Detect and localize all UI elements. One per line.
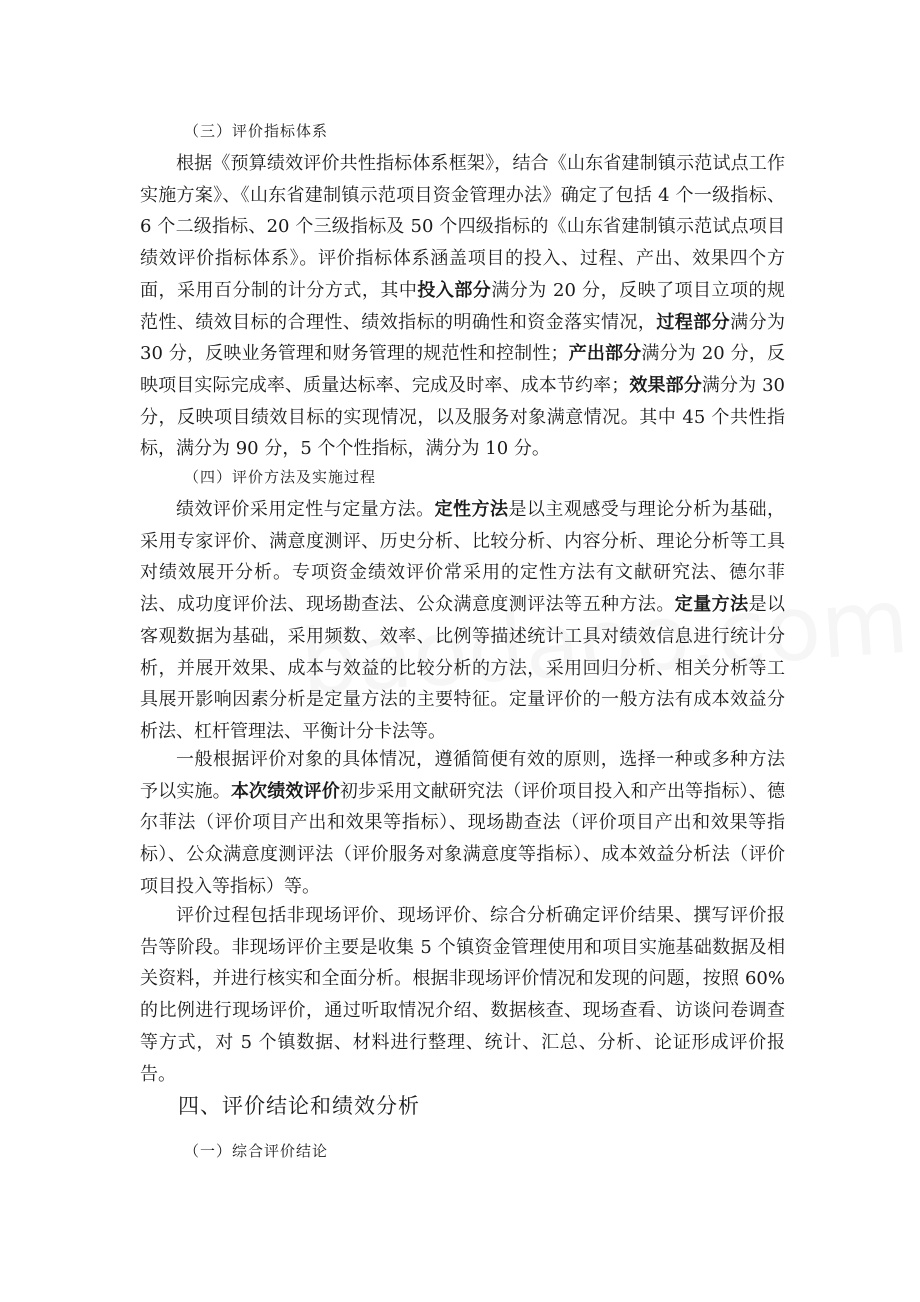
- section-4-paragraph-2: [140, 744, 785, 903]
- bold-term: 投入部分: [417, 279, 492, 301]
- section-4-title: （四）评价方法及实施过程: [184, 468, 377, 486]
- text-run: 绩效评价采用定性与定量方法。: [176, 499, 435, 520]
- bold-term: 定性方法: [434, 499, 509, 520]
- text-run: 满分为 30 分，反映项目绩效目标的实现情况，以及服务对象满意情况。其中 45 个共性指标，满分为 90 分，5 个个性指标，满分为 10 分。: [140, 374, 785, 460]
- text-run: 评价过程包括非现场评价、现场评价、综合分析确定评价结果、撰写评价报告等阶段。非现场评价主要是收集 5 个镇资金管理使用和项目实施基础数据及相关资料，并进行核实和全面分析。根据非现场评价情况和发现的问题，按照 60%的比例进行现场评价，通过听取情况介绍、数据核查、现场查看、访谈问卷调查等方式，对 5 个镇数据、材料进行整理、统计、汇总、分析、论证形成评价报告。: [140, 905, 785, 1085]
- section-4-paragraph-1: [140, 494, 785, 748]
- text-run: 一般根据评价对象的具体情况，遵循简便有效的原则，选择一种或多种方法予以实施。: [140, 749, 785, 802]
- section-3-paragraph: [140, 148, 785, 465]
- text-run: 是以主观感受与理论分析为基础，采用专家评价、满意度测评、历史分析、比较分析、内容分析、理论分析等工具对绩效展开分析。专项资金绩效评价常采用的定性方法有文献研究法、德尔菲法、成功度评价法、现场勘查法、公众满意度测评法等五种方法。: [140, 499, 785, 616]
- text-run: 根据《预算绩效评价共性指标体系框架》，结合《山东省建制镇示范试点工作实施方案》、《山东省建制镇示范项目资金管理办法》确定了包括 4 个一级指标、6 个二级指标、20 个三级指标及 50 个四级指标的《山东省建制镇示范试点项目绩效评价指标体系》。评价指标体系涵盖项目的投入、过程、产出、效果四个方面，采用百分制的计分方式，其中: [140, 153, 785, 301]
- text-run: 满分为 30 分，反映业务管理和财务管理的规范性和控制性；: [140, 311, 786, 365]
- bold-term: 产出部分: [568, 343, 642, 365]
- chapter-4-section-1-title: （一）综合评价结论: [184, 1142, 329, 1160]
- bold-term: 定量方法: [674, 594, 749, 616]
- section-3-title: （三）评价指标体系: [184, 122, 329, 140]
- text-run: 满分为 20 分，反映了项目立项的规范性、绩效目标的合理性、绩效指标的明确性和资金落实情况，: [140, 279, 786, 333]
- bold-term: 过程部分: [656, 311, 731, 333]
- text-run: 是以客观数据为基础，采用频数、效率、比例等描述统计工具对绩效信息进行统计分析，并展开效果、成本与效益的比较分析的方法，采用回归分析、相关分析等工具展开影响因素分析是定量方法的主要特征。定量评价的一般方法有成本效益分析法、杠杆管理法、平衡计分卡法等。: [140, 594, 786, 742]
- bold-term: 效果部分: [629, 374, 702, 396]
- section-4-paragraph-3: [140, 900, 785, 1090]
- bold-term: 本次绩效评价: [230, 780, 340, 802]
- text-run: 初步采用文献研究法（评价项目投入和产出等指标）、德尔菲法（评价项目产出和效果等指标）、现场勘查法（评价项目产出和效果等指标）、公众满意度测评法（评价服务对象满意度等指标）、成本效益分析法（评价项目投入等指标）等。: [140, 780, 786, 897]
- text-run: 满分为 20 分，反映项目实际完成率、质量达标率、完成及时率、成本节约率；: [140, 343, 786, 396]
- chapter-4-title: 四、评价结论和绩效分析: [178, 1094, 420, 1118]
